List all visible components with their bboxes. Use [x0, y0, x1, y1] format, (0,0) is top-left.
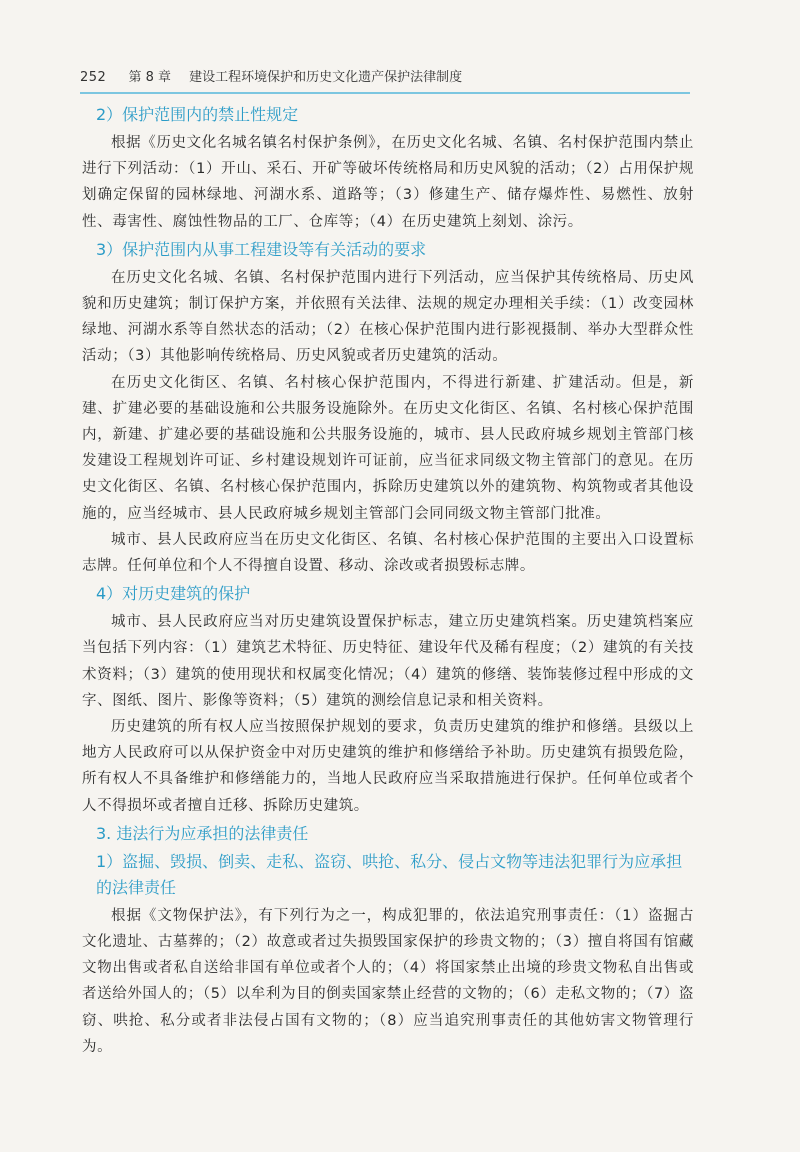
body-paragraph: 城市、县人民政府应当对历史建筑设置保护标志，建立历史建筑档案。历史建筑档案应当包括下列内容：（1）建筑艺术特征、历史特征、建设年代及稀有程度；（2）建筑的有关技术资料；（3）建筑的使用现状和权属变化情况；（4）建筑的修缮、装饰装修过程中形成的文字、图纸、图片、影像等资料；（5）建筑的测绘信息记录和相关资料。 [82, 614, 694, 709]
subsection-heading: 4）对历史建筑的保护 [96, 584, 251, 604]
body-paragraph: 根据《文物保护法》，有下列行为之一，构成犯罪的，依法追究刑事责任：（1）盗掘古文化遗址、古墓葬的；（2）故意或者过失损毁国家保护的珍贵文物的；（3）擅自将国有馆藏文物出售或者私自送给非国有单位或者个人的；（4）将国家禁止出境的珍贵文物私自出售或者送给外国人的；（5）以牟利为目的倒卖国家禁止经营的文物的；（6）走私文物的；（7）盗窃、哄抢、私分或者非法侵占国有文物的；（8）应当追究刑事责任的其他妨害文物管理行为。 [82, 907, 694, 1055]
body-paragraph: 在历史文化街区、名镇、名村核心保护范围内，不得进行新建、扩建活动。但是，新建、扩建必要的基础设施和公共服务设施除外。在历史文化街区、名镇、名村核心保护范围内，新建、扩建必要的基础设施和公共服务设施的，城市、县人民政府城乡规划主管部门核发建设工程规划许可证、乡村建设规划许可证前，应当征求同级文物主管部门的意见。在历史文化街区、名镇、名村核心保护范围内，拆除历史建筑以外的建筑物、构筑物或者其他设施的，应当经城市、县人民政府城乡规划主管部门会同同级文物主管部门批准。 [82, 374, 694, 522]
subsection-heading: 1）盗掘、毁损、倒卖、走私、盗窃、哄抢、私分、侵占文物等违法犯罪行为应承担的法律责任 [96, 851, 683, 897]
body-paragraph: 城市、县人民政府应当在历史文化街区、名镇、名村核心保护范围的主要出入口设置标志牌。任何单位和个人不得擅自设置、移动、涂改或者损毁标志牌。 [82, 531, 694, 575]
header-rule [80, 92, 690, 94]
subsection-heading: 2）保护范围内的禁止性规定 [96, 105, 299, 124]
running-header [80, 66, 700, 88]
body-paragraph: 在历史文化名城、名镇、名村保护范围内进行下列活动，应当保护其传统格局、历史风貌和历史建筑；制订保护方案，并依照有关法律、法规的规定办理相关手续：（1）改变园林绿地、河湖水系等自然状态的活动；（2）在核心保护范围内进行影视摄制、举办大型群众性活动；（3）其他影响传统格局、历史风貌或者历史建筑的活动。 [82, 269, 694, 365]
page-number: 252 [80, 70, 107, 85]
page-body [82, 100, 694, 1060]
chapter-title: 建设工程环境保护和历史文化遗产保护法律制度 [189, 70, 463, 85]
chapter-number: 第 8 章 [128, 70, 172, 85]
body-paragraph: 历史建筑的所有权人应当按照保护规划的要求，负责历史建筑的维护和修缮。县级以上地方人民政府可以从保护资金中对历史建筑的维护和修缮给予补助。历史建筑有损毁危险，所有权人不具备维护和修缮能力的，当地人民政府应当采取措施进行保护。任何单位或者个人不得损坏或者擅自迁移、拆除历史建筑。 [82, 719, 694, 814]
body-paragraph: 根据《历史文化名城名镇名村保护条例》，在历史文化名城、名镇、名村保护范围内禁止进行下列活动：（1）开山、采石、开矿等破坏传统格局和历史风貌的活动；（2）占用保护规划确定保留的园林绿地、河湖水系、道路等；（3）修建生产、储存爆炸性、易燃性、放射性、毒害性、腐蚀性物品的工厂、仓库等；（4）在历史建筑上刻划、涂污。 [82, 135, 694, 230]
subsection-heading: 3）保护范围内从事工程建设等有关活动的要求 [96, 239, 427, 259]
section-heading: 3. 违法行为应承担的法律责任 [96, 823, 309, 843]
